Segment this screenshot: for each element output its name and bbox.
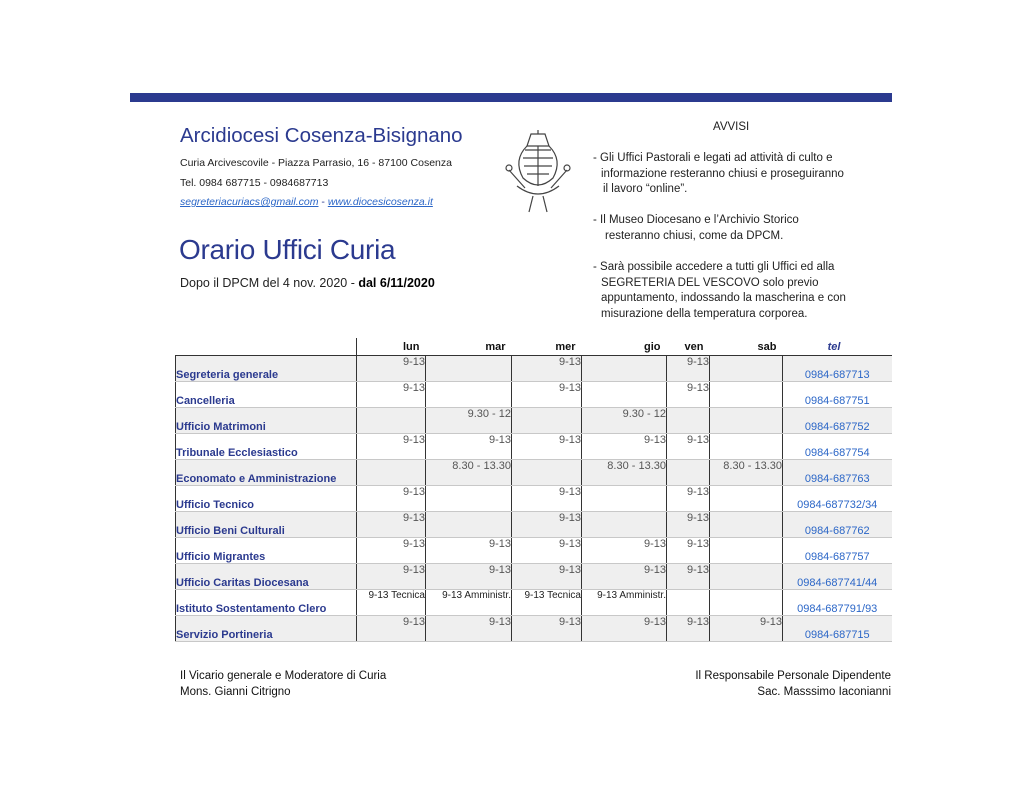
office-name: Servizio Portineria	[176, 616, 357, 642]
col-header-lun: lun	[357, 338, 426, 356]
schedule-cell: 9-13	[426, 434, 512, 460]
schedule-cell: 9-13	[667, 512, 710, 538]
phone-number[interactable]: 0984-687763	[783, 460, 892, 486]
col-header-mar: mar	[426, 338, 512, 356]
signature-right-role: Il Responsabile Personale Dipendente	[695, 670, 891, 682]
header-blank	[176, 338, 357, 356]
avviso-line: resteranno chiusi, come da DPCM.	[605, 229, 784, 242]
col-header-tel: tel	[783, 338, 892, 356]
avviso-3	[593, 260, 893, 322]
schedule-cell	[710, 590, 783, 616]
schedule-cell: 8.30 - 13.30	[426, 460, 512, 486]
table-row	[176, 590, 892, 616]
page-subtitle	[180, 276, 435, 290]
avvisi-title: AVVISI	[713, 121, 750, 133]
schedule-cell: 9-13	[426, 538, 512, 564]
schedule-cell	[710, 512, 783, 538]
schedule-cell: 9-13	[667, 564, 710, 590]
schedule-cell: 9-13	[357, 382, 426, 408]
schedule-cell: 9-13	[357, 486, 426, 512]
col-header-ven: ven	[667, 338, 710, 356]
schedule-table	[175, 338, 892, 642]
phone-number[interactable]: 0984-687762	[783, 512, 892, 538]
contact-links	[180, 196, 433, 208]
schedule-cell: 9.30 - 12	[426, 408, 512, 434]
table-header-row	[176, 338, 892, 356]
col-header-sab: sab	[710, 338, 783, 356]
phone-number[interactable]: 0984-687757	[783, 538, 892, 564]
table-row	[176, 538, 892, 564]
office-name: Istituto Sostentamento Clero	[176, 590, 357, 616]
table-row	[176, 564, 892, 590]
schedule-cell: 9-13	[582, 564, 667, 590]
schedule-cell: 9-13	[426, 616, 512, 642]
schedule-cell: 9-13	[357, 616, 426, 642]
schedule-cell	[710, 382, 783, 408]
schedule-cell	[710, 356, 783, 382]
schedule-cell	[357, 408, 426, 434]
episcopal-crest-icon	[503, 130, 573, 214]
schedule-cell: 9-13	[357, 538, 426, 564]
office-name: Ufficio Caritas Diocesana	[176, 564, 357, 590]
schedule-cell: 9-13	[357, 564, 426, 590]
phone-number[interactable]: 0984-687715	[783, 616, 892, 642]
schedule-cell	[426, 356, 512, 382]
schedule-cell: 9-13 Amministr.	[426, 590, 512, 616]
signature-left	[180, 668, 386, 700]
diocese-name: Arcidiocesi Cosenza-Bisignano	[180, 124, 463, 147]
phone-number[interactable]: 0984-687741/44	[783, 564, 892, 590]
email-link[interactable]: segreteriacuriacs@gmail.com	[180, 196, 319, 208]
phone-number[interactable]: 0984-687752	[783, 408, 892, 434]
schedule-cell	[512, 460, 582, 486]
avviso-line: SEGRETERIA DEL VESCOVO solo previo	[601, 276, 819, 289]
schedule-cell	[426, 512, 512, 538]
schedule-cell: 9-13	[582, 434, 667, 460]
schedule-cell: 9-13	[512, 564, 582, 590]
table-row	[176, 434, 892, 460]
phone-number[interactable]: 0984-687754	[783, 434, 892, 460]
avviso-line: appuntamento, indossando la mascherina e con	[601, 292, 846, 304]
schedule-cell: 8.30 - 13.30	[710, 460, 783, 486]
subtitle-date: dal 6/11/2020	[358, 276, 435, 290]
schedule-cell	[667, 590, 710, 616]
table-row	[176, 356, 892, 382]
schedule-cell: 9-13	[512, 538, 582, 564]
phone-number[interactable]: 0984-687732/34	[783, 486, 892, 512]
office-name: Tribunale Ecclesiastico	[176, 434, 357, 460]
schedule-cell: 9-13	[667, 382, 710, 408]
schedule-cell: 9-13 Amministr.	[582, 590, 667, 616]
schedule-cell: 9-13	[667, 538, 710, 564]
avviso-2	[593, 213, 893, 244]
schedule-cell: 8.30 - 13.30	[582, 460, 667, 486]
schedule-cell: 9-13	[667, 434, 710, 460]
schedule-cell: 9-13	[426, 564, 512, 590]
table-row	[176, 512, 892, 538]
office-name: Cancelleria	[176, 382, 357, 408]
office-name: Ufficio Matrimoni	[176, 408, 357, 434]
office-name: Ufficio Beni Culturali	[176, 512, 357, 538]
schedule-cell: 9-13	[582, 616, 667, 642]
top-divider-bar	[130, 93, 892, 102]
link-separator: -	[318, 196, 328, 208]
schedule-cell	[710, 538, 783, 564]
schedule-cell: 9-13 Tecnica	[357, 590, 426, 616]
curia-address: Curia Arcivescovile - Piazza Parrasio, 16 - 87100 Cosenza	[180, 157, 452, 169]
schedule-cell: 9.30 - 12	[582, 408, 667, 434]
col-header-mer: mer	[512, 338, 582, 356]
office-name: Segreteria generale	[176, 356, 357, 382]
table-row	[176, 486, 892, 512]
schedule-cell	[667, 408, 710, 434]
schedule-cell: 9-13	[710, 616, 783, 642]
schedule-cell: 9-13	[512, 512, 582, 538]
schedule-cell	[426, 486, 512, 512]
avviso-line: informazione resteranno chiusi e proseguiranno	[601, 167, 844, 180]
schedule-cell: 9-13	[667, 486, 710, 512]
schedule-cell	[582, 512, 667, 538]
avviso-1	[593, 151, 893, 198]
table-row	[176, 460, 892, 486]
schedule-cell: 9-13	[667, 356, 710, 382]
schedule-cell	[582, 356, 667, 382]
schedule-cell	[426, 382, 512, 408]
col-header-gio: gio	[582, 338, 667, 356]
avviso-line: - Il Museo Diocesano e l’Archivio Storico	[593, 214, 799, 226]
subtitle-prefix: Dopo il DPCM del 4 nov. 2020 -	[180, 276, 359, 290]
schedule-cell: 9-13	[512, 616, 582, 642]
signature-right-name: Sac. Masssimo Iaconianni	[757, 686, 891, 698]
table-row	[176, 382, 892, 408]
table-row	[176, 616, 892, 642]
signature-right	[695, 668, 891, 700]
signature-left-name: Mons. Gianni Citrigno	[180, 686, 291, 698]
schedule-cell: 9-13	[357, 512, 426, 538]
schedule-cell: 9-13	[512, 382, 582, 408]
schedule-cell	[582, 382, 667, 408]
schedule-cell	[357, 460, 426, 486]
schedule-cell: 9-13	[667, 616, 710, 642]
schedule-cell: 9-13	[357, 434, 426, 460]
signature-left-role: Il Vicario generale e Moderatore di Curia	[180, 670, 387, 682]
office-name: Ufficio Migrantes	[176, 538, 357, 564]
schedule-cell	[512, 408, 582, 434]
avviso-line: - Gli Uffici Pastorali e legati ad attività di culto e	[593, 152, 833, 164]
schedule-cell: 9-13	[512, 356, 582, 382]
schedule-cell	[710, 486, 783, 512]
schedule-cell	[710, 408, 783, 434]
table-row	[176, 408, 892, 434]
schedule-cell	[710, 434, 783, 460]
page-title: Orario Uffici Curia	[179, 234, 396, 265]
schedule-cell	[667, 460, 710, 486]
schedule-cell: 9-13	[512, 434, 582, 460]
avviso-line: - Sarà possibile accedere a tutti gli Uffici ed alla	[593, 261, 835, 273]
schedule-cell: 9-13	[512, 486, 582, 512]
website-link[interactable]: www.diocesicosenza.it	[327, 196, 433, 208]
curia-phones: Tel. 0984 687715 - 0984687713	[180, 177, 329, 189]
schedule-cell: 9-13	[357, 356, 426, 382]
schedule-cell: 9-13	[582, 538, 667, 564]
office-name: Economato e Amministrazione	[176, 460, 357, 486]
avviso-line: misurazione della temperatura corporea.	[601, 307, 808, 320]
office-name: Ufficio Tecnico	[176, 486, 357, 512]
schedule-cell	[582, 486, 667, 512]
avviso-line: il lavoro “online”.	[603, 183, 688, 195]
phone-number[interactable]: 0984-687791/93	[783, 590, 892, 616]
phone-number[interactable]: 0984-687751	[783, 382, 892, 408]
schedule-cell	[710, 564, 783, 590]
phone-number[interactable]: 0984-687713	[783, 356, 892, 382]
schedule-cell: 9-13 Tecnica	[512, 590, 582, 616]
